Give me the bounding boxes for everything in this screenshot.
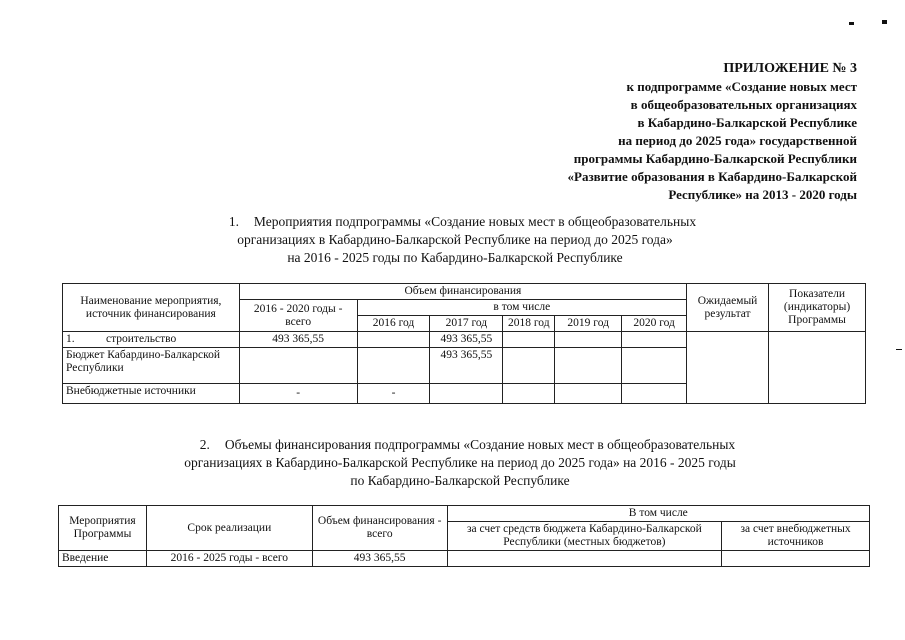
cell-2020 — [622, 384, 687, 404]
section2-number: 2. — [199, 437, 210, 452]
cell-2017 — [430, 384, 503, 404]
cell-2018 — [503, 384, 555, 404]
appendix-line: в общеобразовательных организациях — [630, 97, 857, 112]
row-name: 1. строительство — [63, 332, 240, 348]
header-including: в том числе — [357, 300, 687, 316]
section2-line: по Кабардино-Балкарской Республике — [350, 473, 570, 488]
section1-number: 1. — [228, 214, 239, 229]
cell-total: - — [239, 384, 357, 404]
table-row — [59, 551, 870, 567]
cell-indicators — [769, 332, 866, 404]
header-year: 2017 год — [430, 316, 503, 332]
appendix-line: в Кабардино-Балкарской Республике — [637, 115, 857, 130]
cell-2019 — [555, 384, 622, 404]
appendix-line: программы Кабардино-Балкарской Республики — [573, 151, 857, 166]
cell-total — [239, 348, 357, 384]
row-number: 1. — [66, 333, 75, 345]
measures-table — [62, 283, 866, 404]
header-measures: Мероприятия Программы — [59, 506, 147, 551]
header-extra: за счет внебюджетных источников — [722, 522, 870, 551]
section2-line: Объемы финансирования подпрограммы «Создание новых мест в общеобразовательных — [224, 437, 736, 452]
cell-2016 — [357, 348, 430, 384]
section1-line: Мероприятия подпрограммы «Создание новых мест в общеобразовательных — [253, 214, 697, 229]
appendix-header — [568, 60, 858, 204]
cell-2017: 493 365,55 — [430, 348, 503, 384]
appendix-title: ПРИЛОЖЕНИЕ № 3 — [723, 61, 857, 76]
appendix-line: Республике» на 2013 - 2020 годы — [668, 187, 857, 202]
section1-line: организациях в Кабардино-Балкарской Республике на период до 2025 года» — [237, 232, 673, 247]
section2-heading — [110, 436, 810, 490]
header-budget: за счет средств бюджета Кабардино-Балкарской Республики (местных бюджетов) — [447, 522, 722, 551]
cell-extra — [722, 551, 870, 567]
cell-2017: 493 365,55 — [430, 332, 503, 348]
appendix-line: к подпрограмме «Создание новых мест — [626, 79, 857, 94]
cell-2019 — [555, 348, 622, 384]
section1-heading — [150, 213, 760, 267]
header-year: 2016 год — [357, 316, 430, 332]
section1-line: на 2016 - 2025 годы по Кабардино-Балкарской Республике — [287, 250, 623, 265]
cell-2016 — [357, 332, 430, 348]
header-year: 2020 год — [622, 316, 687, 332]
appendix-line: на период до 2025 года» государственной — [618, 133, 857, 148]
cell-2020 — [622, 348, 687, 384]
header-including: В том числе — [447, 506, 869, 522]
cell-2018 — [503, 348, 555, 384]
financing-table — [58, 505, 870, 567]
header-name: Наименование мероприятия, источник финансирования — [63, 284, 240, 332]
scan-speck — [882, 20, 887, 24]
header-year: 2018 год — [503, 316, 555, 332]
cell-result — [687, 332, 769, 404]
cell-measure: Введение — [59, 551, 147, 567]
cell-2019 — [555, 332, 622, 348]
cell-2018 — [503, 332, 555, 348]
header-indicators: Показатели (индикаторы) Программы — [769, 284, 866, 332]
header-result: Ожидаемый результат — [687, 284, 769, 332]
cell-total: 493 365,55 — [239, 332, 357, 348]
header-volume: Объем финансирования - всего — [312, 506, 447, 551]
cell-2016: - — [357, 384, 430, 404]
row-name: Внебюджетные источники — [63, 384, 240, 404]
cell-budget — [447, 551, 722, 567]
cell-volume: 493 365,55 — [312, 551, 447, 567]
row-name: Бюджет Кабардино-Балкарской Республики — [63, 348, 240, 384]
scan-speck — [896, 349, 902, 350]
section2-line: организациях в Кабардино-Балкарской Республике на период до 2025 года» на 2016 - 2025 годы — [184, 455, 736, 470]
table-row — [63, 332, 866, 348]
cell-period: 2016 - 2025 годы - всего — [146, 551, 312, 567]
cell-2020 — [622, 332, 687, 348]
header-total: 2016 - 2020 годы - всего — [239, 300, 357, 332]
header-period: Срок реализации — [146, 506, 312, 551]
header-volume: Объем финансирования — [239, 284, 686, 300]
scan-speck — [849, 22, 854, 25]
header-year: 2019 год — [555, 316, 622, 332]
appendix-line: «Развитие образования в Кабардино-Балкарской — [567, 169, 857, 184]
